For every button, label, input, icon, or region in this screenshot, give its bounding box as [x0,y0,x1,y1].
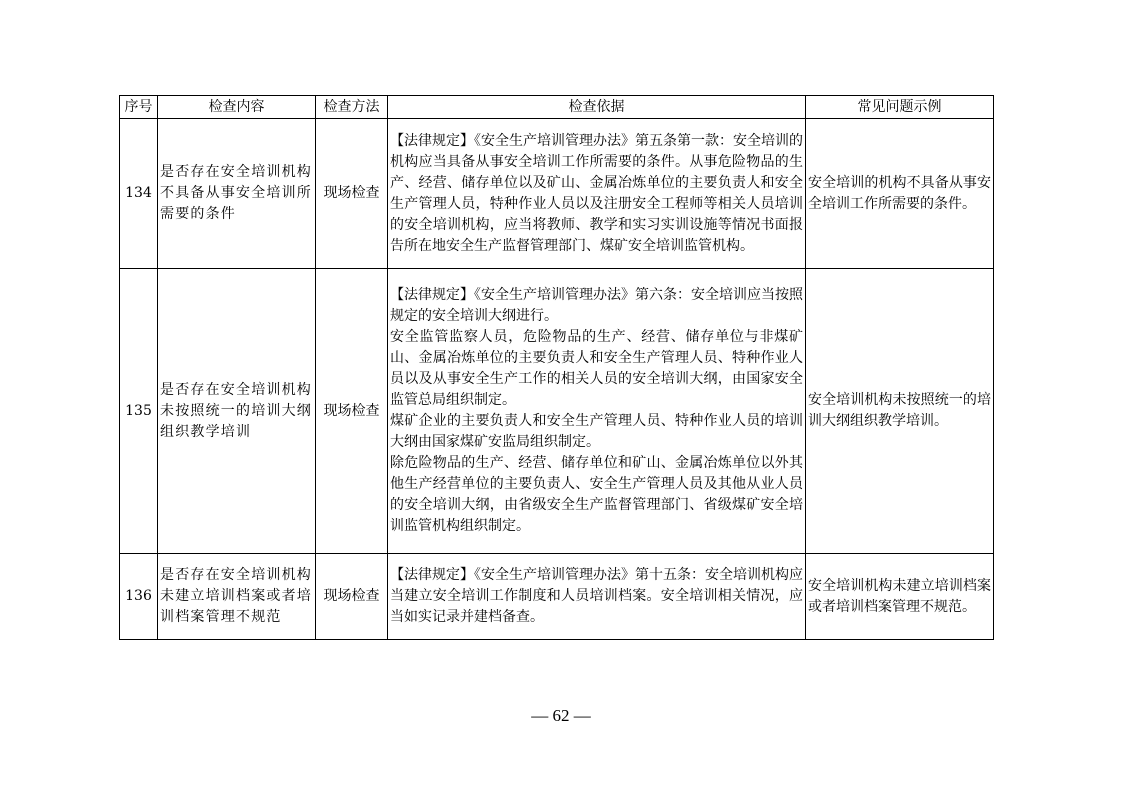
header-issue: 常见问题示例 [806,96,994,119]
row-number: 136 [120,554,158,640]
basis-paragraph: 除危险物品的生产、经营、储存单位和矿山、金属冶炼单位以外其他生产经营单位的主要负责人、安全生产管理人员及其他从业人员的安全培训大纲，由省级安全生产监督管理部门、省级煤矿安全培训监管机构组织制定。 [390,455,803,534]
check-basis [388,269,806,554]
basis-paragraph: 【法律规定】《安全生产培训管理办法》第十五条：安全培训机构应当建立安全培训工作制度和人员培训档案。安全培训相关情况，应当如实记录并建档备查。 [390,567,803,625]
issue-example: 安全培训的机构不具备从事安全培训工作所需要的条件。 [806,119,994,269]
check-basis [388,119,806,269]
check-method: 现场检查 [316,554,388,640]
table-row [120,119,994,269]
check-method: 现场检查 [316,119,388,269]
table-row [120,554,994,640]
check-content: 是否存在安全培训机构不具备从事安全培训所需要的条件 [158,119,316,269]
check-method: 现场检查 [316,269,388,554]
inspection-table [119,95,994,640]
table-header-row [120,96,994,119]
basis-paragraph: 安全监管监察人员，危险物品的生产、经营、储存单位与非煤矿山、金属冶炼单位的主要负责人和安全生产管理人员、特种作业人员以及从事安全生产工作的相关人员的安全培训大纲，由国家安全监管总局组织制定。 [390,329,803,408]
page-number: — 62 — [531,706,591,725]
header-no: 序号 [120,96,158,119]
check-basis [388,554,806,640]
issue-example: 安全培训机构未按照统一的培训大纲组织教学培训。 [806,269,994,554]
row-number: 134 [120,119,158,269]
check-content: 是否存在安全培训机构未按照统一的培训大纲组织教学培训 [158,269,316,554]
header-content: 检查内容 [158,96,316,119]
basis-paragraph: 【法律规定】《安全生产培训管理办法》第六条：安全培训应当按照规定的安全培训大纲进行。 [390,287,803,324]
basis-paragraph: 【法律规定】《安全生产培训管理办法》第五条第一款：安全培训的机构应当具备从事安全培训工作所需要的条件。从事危险物品的生产、经营、储存单位以及矿山、金属冶炼单位的主要负责人和安全生产管理人员，特种作业人员以及注册安全工程师等相关人员培训的安全培训机构，应当将教师、教学和实习实训设施等情况书面报告所在地安全生产监督管理部门、煤矿安全培训监管机构。 [390,132,803,254]
header-basis: 检查依据 [388,96,806,119]
header-method: 检查方法 [316,96,388,119]
row-number: 135 [120,269,158,554]
basis-paragraph: 煤矿企业的主要负责人和安全生产管理人员、特种作业人员的培训大纲由国家煤矿安监局组织制定。 [390,413,803,450]
check-content: 是否存在安全培训机构未建立培训档案或者培训档案管理不规范 [158,554,316,640]
issue-example: 安全培训机构未建立培训档案或者培训档案管理不规范。 [806,554,994,640]
table-row [120,269,994,554]
